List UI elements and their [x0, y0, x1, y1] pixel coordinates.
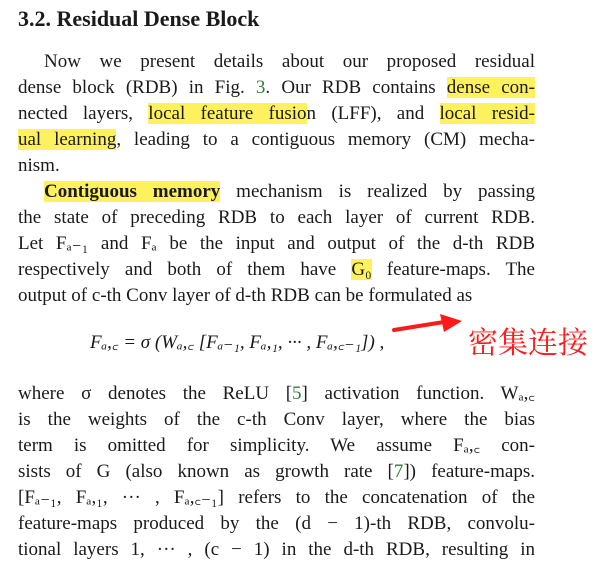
- paragraph-1-line-3: [18, 102, 535, 126]
- paragraph-2-line-2: [18, 206, 535, 230]
- figure-reference-link[interactable]: 3: [255, 77, 266, 98]
- text-run: ]) feature-maps.: [403, 461, 535, 482]
- paragraph-3-line-1: [18, 382, 535, 406]
- text-run: dense block (RDB) in Fig.: [18, 77, 256, 98]
- text-run: Now we present details about our proposed residual: [44, 51, 535, 72]
- text-run: mechanism is realized by passing: [220, 181, 535, 202]
- text-run: . Our RDB contains: [265, 77, 447, 98]
- text-run: feature-maps produced by the (d − 1)-th RDB, convolu-: [18, 513, 535, 534]
- text-run: nected layers,: [18, 103, 149, 124]
- paragraph-3-line-3: [18, 434, 535, 458]
- arrow-icon: [392, 312, 464, 338]
- text-run: sists of G (also known as growth rate [: [18, 461, 394, 482]
- highlight-dense-connected: dense con-: [446, 77, 535, 98]
- paragraph-1-line-1: [18, 50, 535, 74]
- highlight-local-feature-fusion: local feature fusio: [148, 103, 307, 124]
- text-run: the state of preceding RDB to each layer of current RDB.: [18, 207, 535, 228]
- text-run: n (LFF), and: [306, 103, 440, 124]
- text-run: respectively and both of them have: [18, 259, 352, 280]
- text-run: term is omitted for simplicity. We assume Fₐ,꜀ con-: [18, 435, 535, 456]
- paragraph-1-line-5: [18, 154, 535, 178]
- paragraph-3-line-7: [18, 538, 535, 562]
- equation: [90, 330, 384, 356]
- highlight-local-residual: local resid-: [439, 103, 535, 124]
- paragraph-2-line-5: [18, 284, 535, 308]
- section-heading: 3.2. Residual Dense Block: [18, 6, 260, 31]
- highlight-residual-learning: ual learning: [18, 129, 117, 150]
- text-run: ] activation function. Wₐ,꜀: [301, 383, 535, 404]
- text-run: where σ denotes the ReLU [: [18, 383, 293, 404]
- text-run: output of c-th Conv layer of d-th RDB can be formulated as: [18, 285, 473, 306]
- paragraph-2-line-4: [18, 258, 535, 282]
- relu-reference-link[interactable]: 5: [292, 383, 302, 404]
- handwritten-annotation: 密集连接: [468, 326, 588, 361]
- paragraph-1-line-2: [18, 76, 535, 100]
- text-run: nism.: [18, 155, 60, 176]
- text-run: tional layers 1, ··· , (c − 1) in the d-th RDB, resulting in: [18, 539, 535, 560]
- paragraph-3-line-2: [18, 408, 535, 432]
- text-run: Let Fₐ₋₁ and Fₐ be the input and output of the d-th RDB: [18, 233, 535, 254]
- paragraph-3-line-6: [18, 512, 535, 536]
- text-run: , leading to a contiguous memory (CM) mecha-: [116, 129, 536, 150]
- text-run: feature-maps. The: [371, 259, 535, 280]
- text-run: is the weights of the c-th Conv layer, where the bias: [18, 409, 535, 430]
- paragraph-1-line-4: [18, 128, 535, 152]
- paragraph-3-line-5: [18, 486, 535, 510]
- paragraph-2-line-1: [18, 180, 535, 204]
- text-run: [Fₐ₋₁, Fₐ,₁, ··· , Fₐ,꜀₋₁] refers to the concatenation of the: [18, 487, 535, 508]
- equation-text: Fₐ,꜀ = σ (Wₐ,꜀ [Fₐ₋₁, Fₐ,₁, ··· , Fₐ,꜀₋₁]) ,: [90, 332, 385, 353]
- highlight-contiguous-memory: Contiguous memory: [44, 181, 221, 202]
- highlight-g0: G₀: [351, 259, 372, 280]
- growth-rate-reference-link[interactable]: 7: [393, 461, 404, 482]
- paragraph-3-line-4: [18, 460, 535, 484]
- paragraph-2-line-3: [18, 232, 535, 256]
